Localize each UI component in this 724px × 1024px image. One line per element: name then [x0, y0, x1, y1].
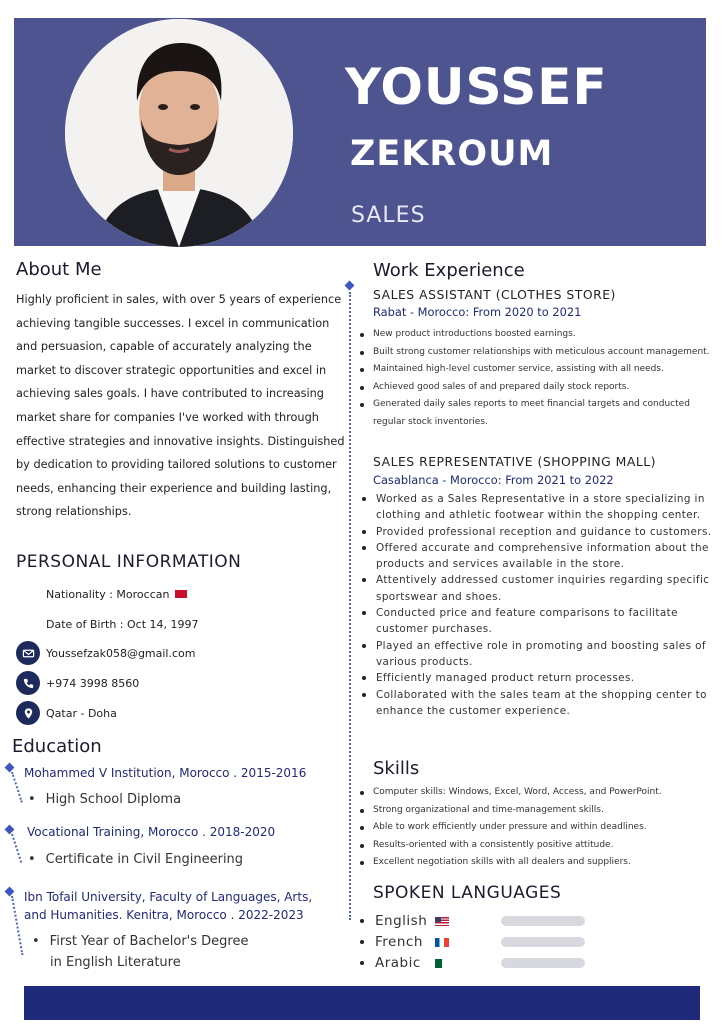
- center-dotted-line: [349, 292, 351, 920]
- list-item: Strong organizational and time-management skills.: [358, 802, 716, 820]
- list-item: New product introductions boosted earnings.: [358, 326, 716, 344]
- job-1-title: SALES ASSISTANT (CLOTHES STORE): [373, 287, 616, 302]
- language-name: English: [375, 913, 428, 929]
- footer-bar: [24, 986, 700, 1020]
- about-text: Highly proficient in sales, with over 5 years of experience achieving tangible successes. I excel in communication and persuasion, capable of accurately analyzing the market to discover strategic opportunities and excel in achieving sales goals. I have contributed to increasing market share for companies I've worked with through effective strategies and innovative insights. Distinguished by dedication to providing tailored solutions to customer needs, enhancing their experience and building lasting, strong relationships.: [16, 293, 345, 519]
- email-row: [16, 641, 195, 665]
- education-heading: Education: [12, 736, 102, 757]
- education-1-degree: • High School Diploma: [28, 792, 181, 807]
- first-name: YOUSSEF: [345, 58, 608, 116]
- job-1-location: Rabat - Morocco: From 2020 to 2021: [373, 305, 582, 319]
- list-item: Maintained high-level customer service, assisting with all needs.: [358, 361, 716, 379]
- education-2-degree: • Certificate in Civil Engineering: [28, 852, 243, 867]
- date-of-birth: Date of Birth : Oct 14, 1997: [46, 617, 199, 631]
- location-pin-icon: [16, 701, 40, 725]
- list-item: Played an effective role in promoting and boosting sales of various products.: [360, 638, 718, 671]
- education-2-institution: Vocational Training, Morocco . 2018-2020: [27, 825, 276, 839]
- us-flag-icon: [435, 917, 449, 926]
- language-level-bar: [501, 937, 585, 947]
- france-flag-icon: [435, 938, 449, 947]
- personal-info-heading: PERSONAL INFORMATION: [16, 552, 242, 572]
- education-3-degree-line2: in English Literature: [50, 955, 181, 970]
- portrait-illustration: [65, 19, 293, 247]
- job-1-bullets: [358, 326, 716, 431]
- languages-heading: SPOKEN LANGUAGES: [373, 883, 562, 903]
- email-value[interactable]: Youssefzak058@gmail.com: [46, 646, 196, 660]
- job-title: SALES: [351, 203, 426, 228]
- language-row-french: [360, 932, 600, 952]
- list-item: Collaborated with the sales team at the shopping center to enhance the customer experience.: [360, 687, 718, 720]
- list-item: Attentively addressed customer inquiries regarding specific sportswear and shoes.: [360, 572, 718, 605]
- language-name: Arabic: [375, 955, 421, 971]
- algeria-flag-icon: [435, 959, 449, 968]
- list-item: Offered accurate and comprehensive information about the products and services available in the store.: [360, 540, 718, 573]
- nationality-row: [46, 582, 187, 606]
- education-3-institution-line2: and Humanities. Kenitra, Morocco . 2022-2023: [24, 908, 304, 922]
- location-row: [16, 701, 117, 725]
- morocco-flag-icon: [175, 590, 187, 598]
- timeline-dotted-line: [11, 772, 23, 803]
- dob-row: [46, 612, 199, 636]
- about-heading: About Me: [16, 259, 102, 280]
- nationality: Nationality : Moroccan: [46, 587, 170, 601]
- list-item: Built strong customer relationships with meticulous account management.: [358, 344, 716, 362]
- list-item: Provided professional reception and guidance to customers.: [360, 524, 718, 540]
- last-name: ZEKROUM: [350, 134, 554, 174]
- job-2-title: SALES REPRESENTATIVE (SHOPPING MALL): [373, 454, 656, 469]
- list-item: Generated daily sales reports to meet financial targets and conducted regular stock inventories.: [358, 396, 716, 431]
- list-item: Results-oriented with a consistently positive attitude.: [358, 837, 716, 855]
- skills-heading: Skills: [373, 758, 420, 779]
- language-name: French: [375, 934, 423, 950]
- timeline-dotted-line: [11, 896, 23, 955]
- list-item: Efficiently managed product return processes.: [360, 670, 718, 686]
- list-item: Excellent negotiation skills with all dealers and suppliers.: [358, 854, 716, 872]
- language-row-english: [360, 911, 600, 931]
- list-item: Achieved good sales of and prepared daily stock reports.: [358, 379, 716, 397]
- phone-row: [16, 671, 139, 695]
- timeline-dotted-line: [11, 834, 22, 863]
- list-item: Computer skills: Windows, Excel, Word, Access, and PowerPoint.: [358, 784, 716, 802]
- email-icon: [16, 641, 40, 665]
- list-item: Able to work efficiently under pressure and within deadlines.: [358, 819, 716, 837]
- profile-photo: [65, 19, 293, 247]
- language-level-bar: [501, 958, 585, 968]
- phone-value[interactable]: +974 3998 8560: [46, 676, 140, 690]
- education-3-degree-line1: • First Year of Bachelor's Degree: [32, 934, 248, 949]
- job-2-bullets: [360, 491, 718, 719]
- list-item: Conducted price and feature comparisons to facilitate customer purchases.: [360, 605, 718, 638]
- language-level-bar: [501, 916, 585, 926]
- language-row-arabic: [360, 953, 600, 973]
- work-heading: Work Experience: [373, 260, 525, 281]
- skills-list: [358, 784, 716, 872]
- list-item: Worked as a Sales Representative in a store specializing in clothing and athletic footwear within the shopping center.: [360, 491, 718, 524]
- phone-icon: [16, 671, 40, 695]
- education-1-institution: Mohammed V Institution, Morocco . 2015-2016: [24, 766, 307, 780]
- location-value: Qatar - Doha: [46, 706, 117, 720]
- job-2-location: Casablanca - Morocco: From 2021 to 2022: [373, 473, 614, 487]
- education-3-institution-line1: Ibn Tofail University, Faculty of Languages, Arts,: [24, 890, 313, 904]
